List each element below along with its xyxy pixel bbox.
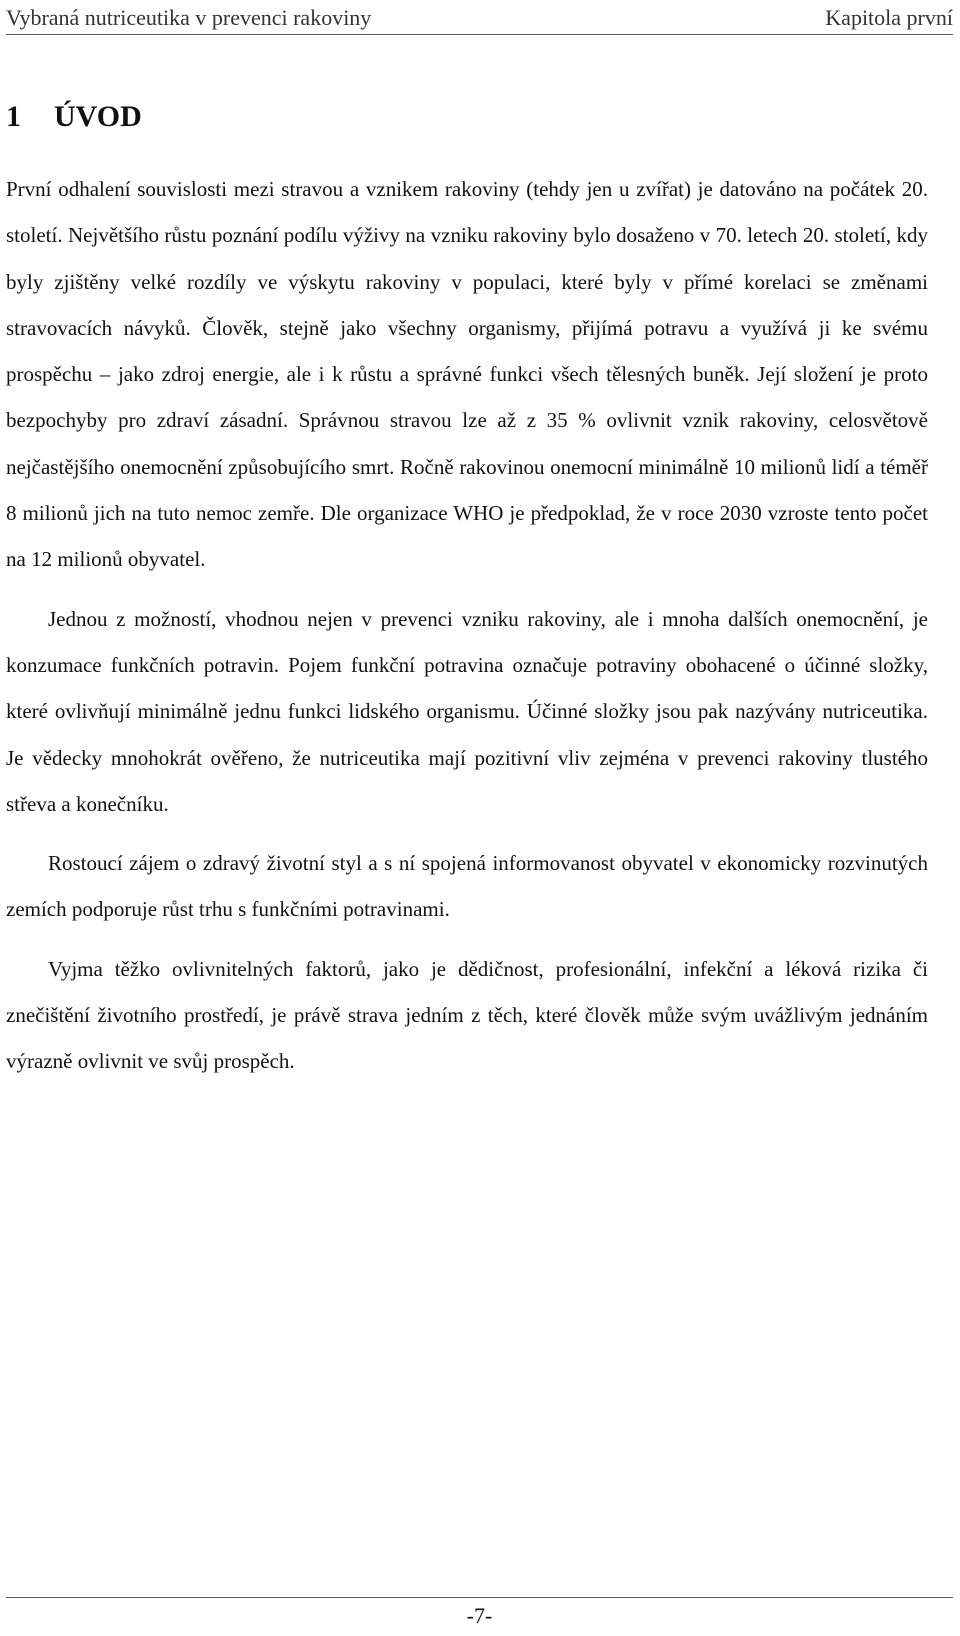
running-header-title: Vybraná nutriceutika v prevenci rakoviny [6,5,372,30]
paragraph-4: Vyjma těžko ovlivnitelných faktorů, jako je dědičnost, profesionální, infekční a léková rizika či znečištění životního prostředí, je právě strava jedním z těch, které člověk může svým uvážlivým jednáním výrazně ovlivnit ve svůj prospěch. [6,956,928,1074]
running-header [6,2,953,35]
chapter-number: 1 [6,100,21,133]
chapter-heading [6,100,142,134]
page-footer [6,1597,953,1629]
paragraph-3: Rostoucí zájem o zdravý životní styl a s ní spojená informovanost obyvatel v ekonomicky rozvinutých zemích podporuje růst trhu s funkčními potravinami. [6,851,928,922]
chapter-title: ÚVOD [54,100,142,133]
paragraph-1: První odhalení souvislosti mezi stravou a vznikem rakoviny (tehdy jen u zvířat) je datováno na počátek 20. století. Největšího růstu poznání podílu výživy na vzniku rakoviny bylo dosaženo v 70. letech 20. století, kdy byly zjištěny velké rozdíly ve výskytu rakoviny v populaci, které byly v přímé korelaci se změnami stravovacích návyků. Člověk, stejně jako všechny organismy, přijímá potravu a využívá ji ke svému prospěchu – jako zdroj energie, ale i k růstu a správné funkci všech tělesných buněk. Její složení je proto bezpochyby pro zdraví zásadní. Správnou stravou lze až z 35 % ovlivnit vznik rakoviny, celosvětově nejčastějšího onemocnění způsobujícího smrt. Ročně rakovinou onemocní minimálně 10 milionů lidí a téměř 8 milionů jich na tuto nemoc zemře. Dle organizace WHO je předpoklad, že v roce 2030 vzroste tento počet na 12 milionů obyvatel. [6,177,928,572]
paragraph-2: Jednou z možností, vhodnou nejen v prevenci vzniku rakoviny, ale i mnoha dalších onemocnění, je konzumace funkčních potravin. Pojem funkční potravina označuje potraviny obohacené o účinné složky, které ovlivňují minimálně jednu funkci lidského organismu. Účinné složky jsou pak nazývány nutriceutika. Je vědecky mnohokrát ověřeno, že nutriceutika mají pozitivní vliv zejména v prevenci rakoviny tlustého střeva a konečníku. [6,606,928,816]
chapter-body [6,166,928,1098]
running-header-chapter: Kapitola první [825,5,953,30]
page-number: -7- [466,1603,493,1628]
